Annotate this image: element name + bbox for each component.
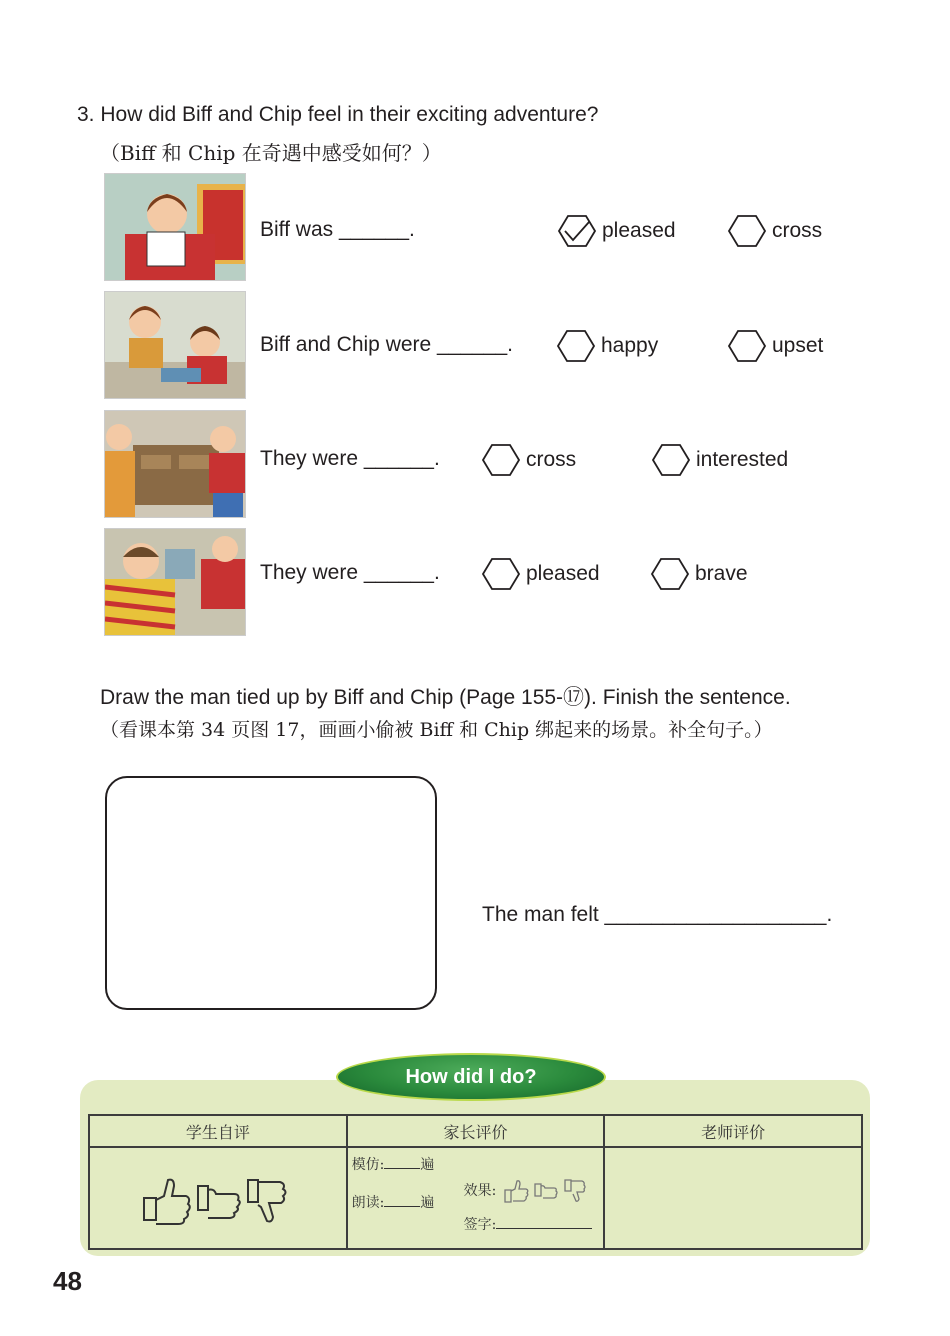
illustration-cabinet bbox=[104, 410, 246, 518]
sign-label: 签字: bbox=[463, 1217, 497, 1233]
read-row[interactable] bbox=[352, 1192, 435, 1212]
header-teacher: 老师评价 bbox=[604, 1115, 862, 1147]
row2-option-1[interactable] bbox=[557, 329, 658, 363]
imitate-row[interactable] bbox=[352, 1154, 435, 1174]
illustration-tied-up-man bbox=[104, 528, 246, 636]
effect-label: 效果: bbox=[463, 1183, 497, 1199]
thumbs-rating-icon[interactable] bbox=[136, 1168, 296, 1228]
thumbs-rating-icon[interactable] bbox=[501, 1176, 593, 1206]
option-label: cross bbox=[526, 448, 577, 471]
hexagon-checkbox-icon[interactable] bbox=[728, 329, 766, 363]
sign-row[interactable] bbox=[464, 1214, 593, 1234]
hexagon-checkbox-icon[interactable] bbox=[557, 329, 595, 363]
row3-option-2[interactable] bbox=[652, 443, 788, 477]
row2-sentence: Biff and Chip were ______. bbox=[260, 333, 513, 356]
header-self: 学生自评 bbox=[89, 1115, 347, 1147]
row3-option-1[interactable] bbox=[482, 443, 576, 477]
hexagon-checkbox-checked-icon[interactable] bbox=[558, 214, 596, 248]
option-label: interested bbox=[696, 448, 789, 471]
drawing-area[interactable] bbox=[105, 776, 437, 1010]
page-number: 48 bbox=[53, 1266, 82, 1296]
header-parent: 家长评价 bbox=[347, 1115, 605, 1147]
sign-blank[interactable] bbox=[496, 1216, 592, 1229]
how-did-i-do-banner: How did I do? bbox=[336, 1053, 606, 1101]
option-label: happy bbox=[601, 334, 659, 357]
option-label: cross bbox=[772, 219, 823, 242]
illustration-vacuum-cleaner bbox=[104, 291, 246, 399]
row1-sentence: Biff was ______. bbox=[260, 218, 415, 241]
hexagon-checkbox-icon[interactable] bbox=[728, 214, 766, 248]
row4-option-1[interactable] bbox=[482, 557, 600, 591]
read-label: 朗读: bbox=[351, 1195, 385, 1211]
drawing-instruction: Draw the man tied up by Biff and Chip (Page 155-⑰). Finish the sentence. bbox=[100, 686, 791, 709]
hexagon-checkbox-icon[interactable] bbox=[651, 557, 689, 591]
drawing-subtitle: （看课本第 34 页图 17，画画小偷被 Biff 和 Chip 绑起来的场景。补全句子。） bbox=[100, 719, 773, 741]
times-unit: 遍 bbox=[420, 1157, 435, 1173]
question-title: 3. How did Biff and Chip feel in their exciting adventure? bbox=[77, 103, 599, 126]
option-label: brave bbox=[695, 562, 748, 585]
option-label: pleased bbox=[526, 562, 600, 585]
row4-sentence: They were ______. bbox=[260, 561, 440, 584]
imitate-label: 模仿: bbox=[351, 1157, 385, 1173]
teacher-eval-cell[interactable] bbox=[604, 1147, 862, 1249]
row4-option-2[interactable] bbox=[651, 557, 748, 591]
option-label: pleased bbox=[602, 219, 676, 242]
fill-in-sentence[interactable]: The man felt ___________________. bbox=[482, 903, 833, 926]
option-label: upset bbox=[772, 334, 824, 357]
hexagon-checkbox-icon[interactable] bbox=[482, 557, 520, 591]
illustration-biff-sign bbox=[104, 173, 246, 281]
evaluation-table bbox=[88, 1114, 863, 1250]
effect-row[interactable] bbox=[464, 1176, 593, 1206]
times-unit: 遍 bbox=[420, 1195, 435, 1211]
parent-eval-cell bbox=[347, 1147, 605, 1249]
question-subtitle: （Biff 和 Chip 在奇遇中感受如何？） bbox=[100, 141, 442, 165]
row2-option-2[interactable] bbox=[728, 329, 823, 363]
row1-option-2[interactable] bbox=[728, 214, 822, 248]
self-eval-cell[interactable] bbox=[89, 1147, 347, 1249]
row1-option-1[interactable] bbox=[558, 214, 676, 248]
hexagon-checkbox-icon[interactable] bbox=[482, 443, 520, 477]
read-blank[interactable] bbox=[384, 1194, 420, 1207]
imitate-blank[interactable] bbox=[384, 1156, 420, 1169]
row3-sentence: They were ______. bbox=[260, 447, 440, 470]
hexagon-checkbox-icon[interactable] bbox=[652, 443, 690, 477]
